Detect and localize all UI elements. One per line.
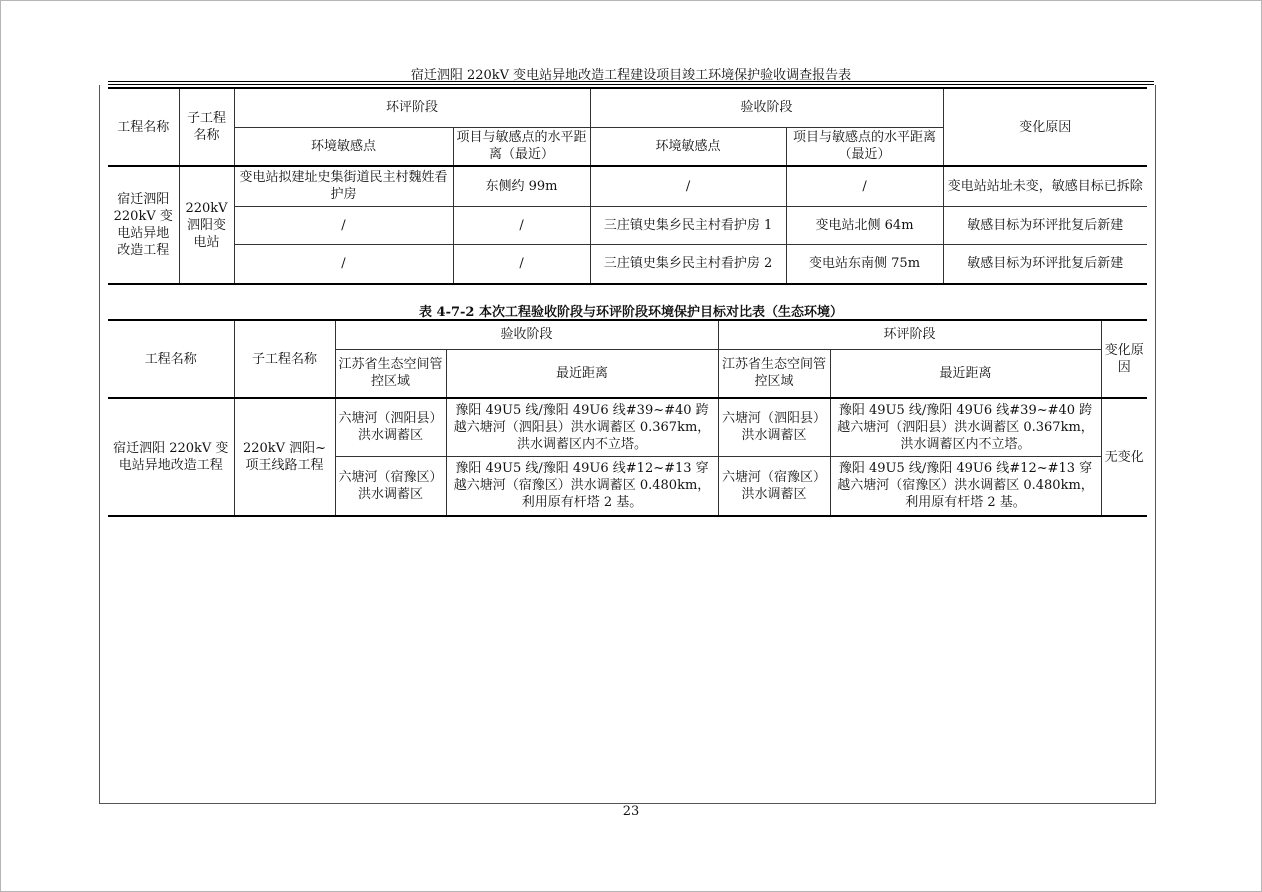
project-name-cell: 宿迁泗阳 220kV 变电站异地改造工程 (108, 166, 179, 284)
report-header-title: 宿迁泗阳 220kV 变电站异地改造工程建设项目竣工环境保护验收调查报告表 (410, 68, 852, 83)
change-reason-cell: 无变化 (1101, 398, 1147, 516)
header-acceptance-stage: 验收阶段 (335, 320, 718, 349)
acc-point-cell: 三庄镇史集乡民主村看护房 2 (590, 244, 786, 284)
header-eia-stage: 环评阶段 (234, 88, 590, 127)
table-caption: 表 4-7-2 本次工程验收阶段与环评阶段环境保护目标对比表（生态环境） (419, 305, 843, 320)
header-rule (108, 81, 1154, 82)
eia-distance-cell: / (453, 206, 590, 244)
eia-distance-cell: 豫阳 49U5 线/豫阳 49U6 线#39~#40 跨越六塘河（泗阳县）洪水调蓄区 0.367km，洪水调蓄区内不立塔。 (830, 398, 1101, 456)
header-project-name: 工程名称 (108, 88, 179, 166)
table-row (108, 244, 1147, 284)
eia-distance-cell: / (453, 244, 590, 284)
acc-distance-cell: / (786, 166, 943, 206)
eia-point-cell: / (234, 206, 453, 244)
header-control-zone: 江苏省生态空间管控区域 (335, 349, 446, 398)
table-row (108, 166, 1147, 206)
eia-zone-cell: 六塘河（泗阳县）洪水调蓄区 (718, 398, 830, 456)
header-acceptance-stage: 验收阶段 (590, 88, 943, 127)
header-sub-project-name: 子工程名称 (179, 88, 234, 166)
ecological-targets-table (108, 319, 1147, 517)
header-nearest-distance: 最近距离 (446, 349, 718, 398)
acc-distance-cell: 豫阳 49U5 线/豫阳 49U6 线#12~#13 穿越六塘河（宿豫区）洪水调蓄区 0.480km，利用原有杆塔 2 基。 (446, 456, 718, 516)
change-reason-cell: 变电站站址未变，敏感目标已拆除 (943, 166, 1147, 206)
table-row (108, 398, 1147, 456)
table-row (108, 206, 1147, 244)
eia-point-cell: 变电站拟建址史集街道民主村魏姓看护房 (234, 166, 453, 206)
acc-point-cell: 三庄镇史集乡民主村看护房 1 (590, 206, 786, 244)
project-name-cell: 宿迁泗阳 220kV 变电站异地改造工程 (108, 398, 234, 516)
change-reason-cell: 敏感目标为环评批复后新建 (943, 206, 1147, 244)
sensitive-points-table (108, 87, 1147, 285)
acc-distance-cell: 豫阳 49U5 线/豫阳 49U6 线#39~#40 跨越六塘河（泗阳县）洪水调蓄区 0.367km，洪水调蓄区内不立塔。 (446, 398, 718, 456)
sub-project-name-cell: 220kV 泗阳~项王线路工程 (234, 398, 335, 516)
eia-distance-cell: 东侧约 99m (453, 166, 590, 206)
header-project-name: 工程名称 (108, 320, 234, 398)
eia-zone-cell: 六塘河（宿豫区）洪水调蓄区 (718, 456, 830, 516)
header-nearest-distance: 最近距离 (830, 349, 1101, 398)
eia-point-cell: / (234, 244, 453, 284)
header-distance: 项目与敏感点的水平距离（最近） (786, 127, 943, 166)
header-distance: 项目与敏感点的水平距离（最近） (453, 127, 590, 166)
header-change-reason: 变化原因 (943, 88, 1147, 166)
header-control-zone: 江苏省生态空间管控区域 (718, 349, 830, 398)
header-change-reason: 变化原因 (1101, 320, 1147, 398)
sub-project-name-cell: 220kV 泗阳变电站 (179, 166, 234, 284)
header-eia-stage: 环评阶段 (718, 320, 1101, 349)
header-sub-project-name: 子工程名称 (234, 320, 335, 398)
change-reason-cell: 敏感目标为环评批复后新建 (943, 244, 1147, 284)
acc-zone-cell: 六塘河（泗阳县）洪水调蓄区 (335, 398, 446, 456)
eia-distance-cell: 豫阳 49U5 线/豫阳 49U6 线#12~#13 穿越六塘河（宿豫区）洪水调蓄区 0.480km，利用原有杆塔 2 基。 (830, 456, 1101, 516)
acc-distance-cell: 变电站北侧 64m (786, 206, 943, 244)
page-number: 23 (622, 804, 640, 819)
acc-distance-cell: 变电站东南侧 75m (786, 244, 943, 284)
header-sensitive-point: 环境敏感点 (590, 127, 786, 166)
acc-zone-cell: 六塘河（宿豫区）洪水调蓄区 (335, 456, 446, 516)
acc-point-cell: / (590, 166, 786, 206)
header-sensitive-point: 环境敏感点 (234, 127, 453, 166)
